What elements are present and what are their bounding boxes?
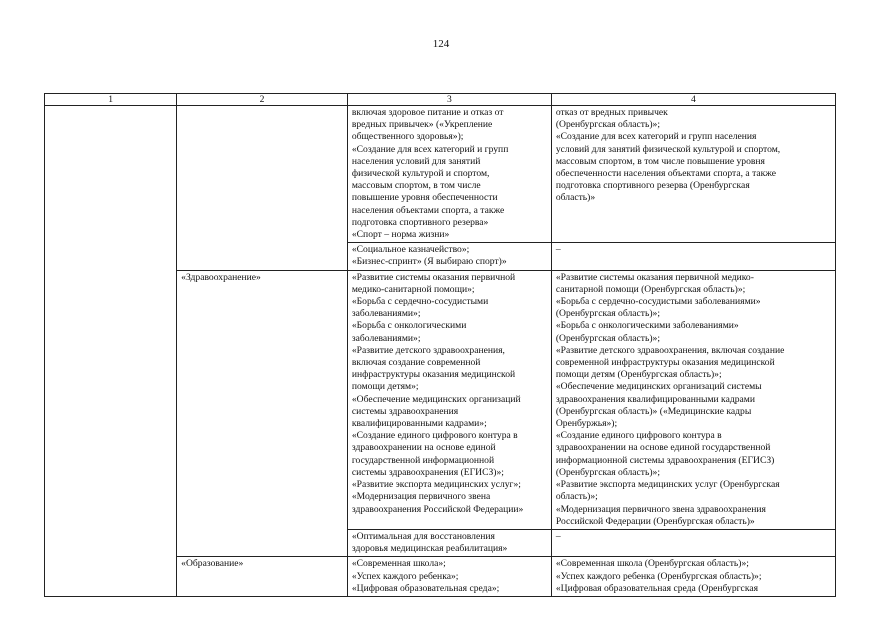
cell-line: «Цифровая образовательная среда»; <box>351 582 500 594</box>
cell-line: включая здоровое питание и отказ от <box>351 107 504 118</box>
cell-line: населения условий для занятий <box>351 155 481 167</box>
cell-line: санитарной помощи (Оренбургская область)»; <box>555 283 746 295</box>
section-name-cell: «Образование» <box>177 557 348 597</box>
national-project-cell <box>347 243 551 270</box>
cell-line: (Оренбургская область)»; <box>555 466 661 478</box>
cell-line: «Развитие детского здравоохранения, включая создание <box>555 344 785 356</box>
cell-line: «Современная школа (Оренбургская область)»; <box>555 558 749 570</box>
cell-line: «Развитие экспорта медицинских услуг»; <box>351 479 521 491</box>
cell-line: здравоохранении на основе единой <box>351 442 496 454</box>
cell-line: отказ от вредных привычек <box>555 107 668 118</box>
cell-line: «Создание для всех категорий и групп населения <box>555 131 757 143</box>
header-cell-3: 3 <box>347 94 551 106</box>
cell-line: здоровья медицинская реабилитация» <box>351 543 508 555</box>
regional-project-cell <box>551 529 835 556</box>
cell-line: «Развитие детского здравоохранения, <box>351 344 505 356</box>
cell-line: область)»; <box>555 491 598 503</box>
cell-line: инфраструктуры оказания медицинской <box>351 369 516 381</box>
cell-line: (Оренбургская область)»; <box>555 119 661 131</box>
cell-line: «Успех каждого ребенка»; <box>351 570 459 582</box>
cell-line: область)» <box>555 192 596 204</box>
cell-line: вредных привычек» («Укрепление <box>351 119 493 131</box>
cell-line: – <box>555 530 561 542</box>
cell-line: условий для занятий физической культурой и спортом, <box>555 143 781 155</box>
cell-line: «Модернизация первичного звена здравоохранения <box>555 503 766 515</box>
cell-line: (Оренбургская область)»; <box>555 308 661 320</box>
cell-line: физической культурой и спортом, <box>351 168 490 180</box>
national-project-cell <box>347 270 551 529</box>
cell-line: «Создание единого цифрового контура в <box>555 430 722 442</box>
cell-line: подготовка спортивного резерва (Оренбургская <box>555 180 750 192</box>
column-1-cell <box>45 106 177 597</box>
header-cell-1: 1 <box>45 94 177 106</box>
cell-line: «Борьба с сердечно-сосудистыми заболеваниями» <box>555 296 761 308</box>
cell-line: «Развитие экспорта медицинских услуг (Оренбургская <box>555 479 780 491</box>
cell-line: Российской Федерации (Оренбургская область)» <box>555 515 755 527</box>
cell-line: информационной системы здравоохранения (ЕГИСЗ) <box>555 454 775 466</box>
header-cell-2: 2 <box>177 94 348 106</box>
cell-line: «Бизнес-спринт» (Я выбираю спорт)» <box>351 256 507 268</box>
cell-line: медико-санитарной помощи»; <box>351 283 475 295</box>
cell-line: современной инфраструктуры оказания медицинской <box>555 357 775 369</box>
regional-project-cell <box>551 270 835 529</box>
cell-line: государственной информационной <box>351 454 495 466</box>
cell-line: населения объектами спорта, а также <box>351 204 505 216</box>
national-project-cell <box>347 529 551 556</box>
cell-line: «Создание единого цифрового контура в <box>351 430 518 442</box>
header-cell-4: 4 <box>551 94 835 106</box>
national-project-cell <box>347 557 551 597</box>
cell-line: «Социальное казначейство»; <box>351 244 470 256</box>
cell-line: «Развитие системы оказания первичной медико- <box>555 271 754 283</box>
cell-line: системы здравоохранения <box>351 405 459 417</box>
cell-line: (Оренбургская область)»; <box>555 332 661 344</box>
cell-line: «Борьба с сердечно-сосудистыми <box>351 296 489 308</box>
cell-line: «Успех каждого ребенка (Оренбургская область)»; <box>555 570 762 582</box>
cell-line: здравоохранения квалифицированными кадрами <box>555 393 755 405</box>
regional-project-cell <box>551 557 835 597</box>
cell-line: массовым спортом, в том числе <box>351 180 481 192</box>
regional-project-cell <box>551 243 835 270</box>
cell-line: «Цифровая образовательная среда (Оренбургская <box>555 582 759 594</box>
cell-line: «Обеспечение медицинских организаций системы <box>555 381 762 393</box>
projects-table <box>44 93 836 597</box>
cell-line: обеспеченности населения объектами спорта, а также <box>555 168 777 180</box>
section-name-cell: «Здравоохранение» <box>177 270 348 557</box>
cell-line: «Борьба с онкологическими <box>351 320 467 332</box>
page-number: 124 <box>432 38 450 50</box>
section-name-cell <box>177 106 348 271</box>
cell-line: здравоохранении на основе единой государственной <box>555 442 771 454</box>
cell-line: квалифицированными кадрами»; <box>351 418 487 430</box>
cell-line: заболеваниями»; <box>351 332 421 344</box>
cell-line: «Обеспечение медицинских организаций <box>351 393 521 405</box>
cell-line: повышение уровня обеспеченности <box>351 192 498 204</box>
cell-line: «Оптимальная для восстановления <box>351 530 495 542</box>
cell-line: «Создание для всех категорий и групп <box>351 143 509 155</box>
cell-line: массовым спортом, в том числе повышение уровня <box>555 155 765 167</box>
cell-line: «Развитие системы оказания первичной <box>351 271 516 283</box>
cell-line: помощи детям»; <box>351 381 419 393</box>
cell-line: включая создание современной <box>351 357 481 369</box>
table-row <box>45 106 836 243</box>
cell-line: «Модернизация первичного звена <box>351 491 491 503</box>
cell-line: – <box>555 244 561 256</box>
cell-line: «Современная школа»; <box>351 558 446 570</box>
cell-line: помощи детям (Оренбургская область)»; <box>555 369 722 381</box>
cell-line: «Спорт – норма жизни» <box>351 229 450 241</box>
national-project-cell <box>347 106 551 243</box>
cell-line: здравоохранения Российской Федерации» <box>351 503 524 515</box>
cell-line: системы здравоохранения (ЕГИСЗ)»; <box>351 466 504 478</box>
regional-project-cell <box>551 106 835 243</box>
cell-line: «Борьба с онкологическими заболеваниями» <box>555 320 739 332</box>
cell-line: Оренбуржья»); <box>555 418 618 430</box>
table-header-row <box>45 94 836 106</box>
cell-line: общественного здоровья»); <box>351 131 464 143</box>
cell-line: заболеваниями»; <box>351 308 421 320</box>
cell-line: подготовка спортивного резерва» <box>351 216 489 228</box>
cell-line: (Оренбургская область)» («Медицинские кадры <box>555 405 752 417</box>
